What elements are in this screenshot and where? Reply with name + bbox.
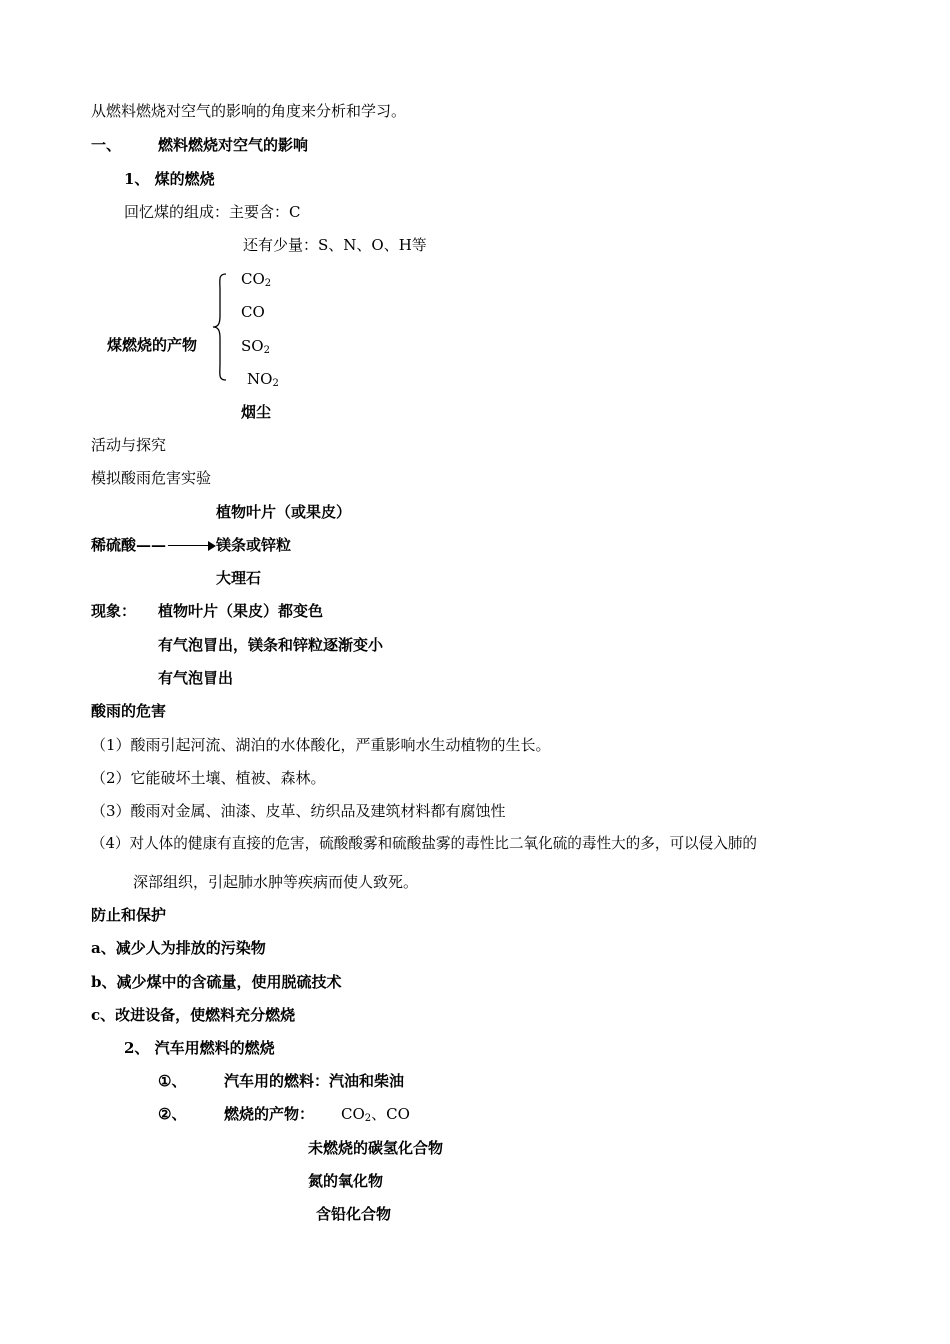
prevention-item: a、减少人为排放的污染物 xyxy=(91,939,266,957)
car-product-item: 氮的氧化物 xyxy=(308,1172,384,1190)
coal-composition-main: 回忆煤的组成：主要含：C xyxy=(124,203,301,221)
car-product-item: $CO_2$、CO xyxy=(341,1105,410,1124)
section-title: 燃料燃烧对空气的影响 xyxy=(158,136,309,154)
prevention-item: b、减少煤中的含硫量，使用脱硫技术 xyxy=(91,973,342,991)
car-point-text: 燃烧的产物： xyxy=(224,1105,315,1123)
car-point-number: ①、 xyxy=(158,1072,187,1090)
experiment-title: 模拟酸雨危害实验 xyxy=(91,469,212,487)
phenomenon-item: 有气泡冒出 xyxy=(158,669,234,687)
phenomena-label: 现象： xyxy=(91,602,137,620)
coal-products-label: 煤燃烧的产物 xyxy=(107,336,198,354)
car-point-text: 汽车用的燃料：汽油和柴油 xyxy=(224,1072,405,1090)
acid-rain-title: 酸雨的危害 xyxy=(91,702,167,720)
coal-product-item: $NO_2$ xyxy=(247,370,279,389)
coal-heading: 1、 煤的燃烧 xyxy=(124,170,215,188)
acid-rain-item: （3）酸雨对金属、油漆、皮革、纺织品及建筑材料都有腐蚀性 xyxy=(91,802,506,820)
phenomenon-item: 植物叶片（果皮）都变色 xyxy=(158,602,324,620)
coal-product-item: $SO_2$ xyxy=(241,337,270,356)
coal-composition-minor: 还有少量：S、N、O、H等 xyxy=(243,236,427,254)
arrow-right-icon xyxy=(168,541,216,551)
car-point-number: ②、 xyxy=(158,1105,187,1123)
experiment-target: 镁条或锌粒 xyxy=(216,536,292,554)
acid-rain-item-continued: 深部组织，引起肺水肿等疾病而使人致死。 xyxy=(133,873,419,891)
section-number: 一、 xyxy=(91,136,122,154)
car-product-item: 未燃烧的碳氢化合物 xyxy=(308,1139,444,1157)
acid-rain-item: （1）酸雨引起河流、湖泊的水体酸化，严重影响水生动植物的生长。 xyxy=(91,736,551,754)
acid-rain-item: （4）对人体的健康有直接的危害，硫酸酸雾和硫酸盐雾的毒性比二氧化硫的毒性大的多，可以侵入肺的 xyxy=(91,835,758,852)
intro-text: 从燃料燃烧对空气的影响的角度来分析和学习。 xyxy=(91,102,407,120)
phenomenon-item: 有气泡冒出，镁条和锌粒逐渐变小 xyxy=(158,636,384,654)
coal-product-item: 烟尘 xyxy=(241,403,272,421)
prevention-item: c、改进设备，使燃料充分燃烧 xyxy=(91,1006,296,1024)
car-product-item: 含铅化合物 xyxy=(316,1205,392,1223)
curly-brace-icon xyxy=(212,272,228,382)
coal-product-item: $CO_2$ xyxy=(241,270,272,289)
coal-product-item: CO xyxy=(241,303,265,321)
experiment-target: 植物叶片（或果皮） xyxy=(216,503,352,521)
car-heading: 2、 汽车用燃料的燃烧 xyxy=(124,1039,275,1057)
prevention-title: 防止和保护 xyxy=(91,906,167,924)
experiment-target: 大理石 xyxy=(216,569,262,587)
activity-title: 活动与探究 xyxy=(91,436,167,454)
acid-rain-item: （2）它能破坏土壤、植被、森林。 xyxy=(91,769,326,787)
reagent-label: 稀硫酸—— xyxy=(91,535,216,555)
